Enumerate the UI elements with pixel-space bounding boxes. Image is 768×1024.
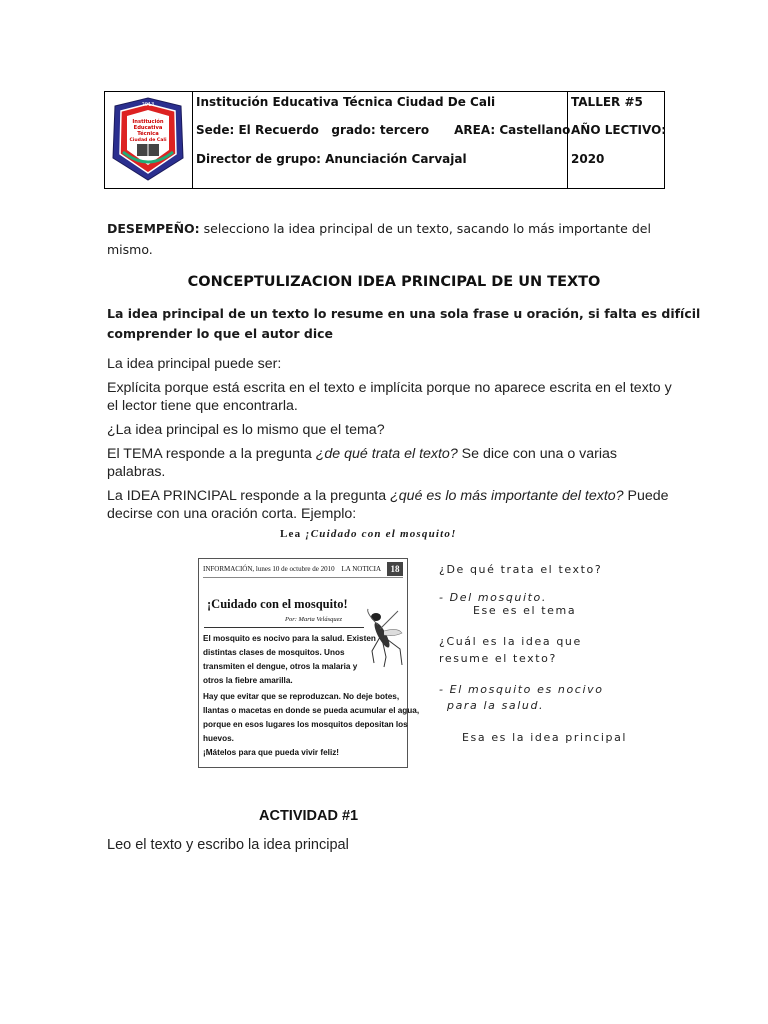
paragraph-4b: palabras. [107, 464, 166, 480]
svg-text:2013: 2013 [141, 102, 155, 108]
news-author: Por: Marta Velásquez [285, 616, 343, 623]
intro-line-1: La idea principal de un texto lo resume en una sola frase u oración, si falta es difícil [107, 306, 701, 321]
question-idea-2: resume el texto? [439, 652, 557, 665]
intro-line-2: comprender lo que el autor dice [107, 326, 334, 341]
news-section: LA NOTICIA [341, 565, 381, 573]
question-theme: ¿De qué trata el texto? [439, 563, 603, 576]
p4-post: Se dice con una o varias [457, 446, 618, 462]
institution-name: Institución Educativa Técnica Ciudad De Cali [196, 95, 496, 109]
answer-idea-2: para la salud. [447, 699, 545, 712]
news-body-8: huevos. [203, 734, 234, 743]
answer-theme-note: Ese es el tema [473, 604, 577, 617]
news-body-1: El mosquito es nocivo para la salud. Existen [203, 634, 376, 643]
svg-text:Técnica: Técnica [137, 131, 159, 137]
svg-text:Institución: Institución [132, 119, 164, 125]
main-title: CONCEPTULIZACION IDEA PRINCIPAL DE UN TEXTO [187, 274, 601, 290]
news-body-6: llantas o macetas en donde se pueda acumular el agua, [203, 706, 420, 715]
paragraph-2a: Explícita porque está escrita en el texto e implícita porque no aparece escrita en el texto y [107, 380, 672, 396]
desempeno-text: selecciono la idea principal de un texto, sacando lo más importante del [199, 221, 651, 236]
news-topbar [203, 563, 403, 578]
header-right-cell [571, 92, 666, 188]
desempeno-label: DESEMPEÑO: [107, 221, 200, 236]
news-body-9: ¡Mátelos para que pueda vivir feliz! [203, 748, 340, 757]
paragraph-3: ¿La idea principal es lo mismo que el tema? [107, 422, 385, 438]
answer-theme: - Del mosquito. [439, 591, 547, 604]
header-table [104, 91, 665, 189]
header-divider-2 [567, 92, 568, 188]
paragraph-4a [107, 446, 617, 463]
p5-italic: ¿qué es lo más importante del texto? [390, 488, 624, 504]
header-info-cell [196, 92, 571, 188]
desempeno-line [107, 221, 651, 236]
news-body-2: distintas clases de mosquitos. Unos [203, 648, 345, 657]
p4-pre: El TEMA responde a la pregunta [107, 446, 316, 462]
paragraph-1: La idea principal puede ser: [107, 356, 282, 372]
taller-number: TALLER #5 [571, 95, 643, 109]
news-body-3: transmiten el dengue, otros la malaria y [203, 662, 358, 671]
paragraph-2b: el lector tiene que encontrarla. [107, 398, 298, 414]
sede-grade-area: Sede: El Recuerdo grado: tercero AREA: Castellano [196, 123, 571, 137]
p4-italic: ¿de qué trata el texto? [315, 446, 458, 462]
news-body-4: otros la fiebre amarilla. [203, 676, 293, 685]
svg-text:Educativa: Educativa [133, 125, 163, 131]
lea-line [280, 528, 457, 540]
answer-idea-1: - El mosquito es nocivo [439, 683, 604, 696]
activity-instruction: Leo el texto y escribo la idea principal [107, 837, 349, 853]
desempeno-text-2: mismo. [107, 242, 153, 257]
svg-text:Ciudad de Cali: Ciudad de Cali [129, 138, 167, 143]
activity-title: ACTIVIDAD #1 [259, 808, 359, 824]
news-body-7: porque en esos lugares los mosquitos depositan los [203, 720, 408, 729]
school-year-value: 2020 [571, 152, 605, 166]
school-logo [105, 92, 192, 188]
news-title: ¡Cuidado con el mosquito! [207, 597, 348, 611]
paragraph-5a [107, 488, 669, 505]
school-year-label: AÑO LECTIVO: [571, 123, 667, 137]
question-idea-1: ¿Cuál es la idea que [439, 635, 582, 648]
news-clipping [198, 558, 420, 768]
lea-pre: Lea [280, 528, 306, 540]
p5-post: Puede [623, 488, 669, 504]
news-rule [204, 627, 364, 628]
p5-pre: La IDEA PRINCIPAL responde a la pregunta [107, 488, 391, 504]
group-director: Director de grupo: Anunciación Carvajal [196, 152, 467, 166]
header-divider [192, 92, 193, 188]
news-page-box: 18 [387, 562, 403, 576]
lea-title: ¡Cuidado con el mosquito! [305, 528, 457, 540]
answer-idea-note: Esa es la idea principal [462, 731, 628, 744]
news-date: INFORMACIÓN, lunes 10 de octubre de 2010 [203, 565, 335, 573]
news-body-5: Hay que evitar que se reproduzcan. No deje botes, [203, 692, 400, 701]
paragraph-5b: decirse con una oración corta. Ejemplo: [107, 506, 357, 522]
